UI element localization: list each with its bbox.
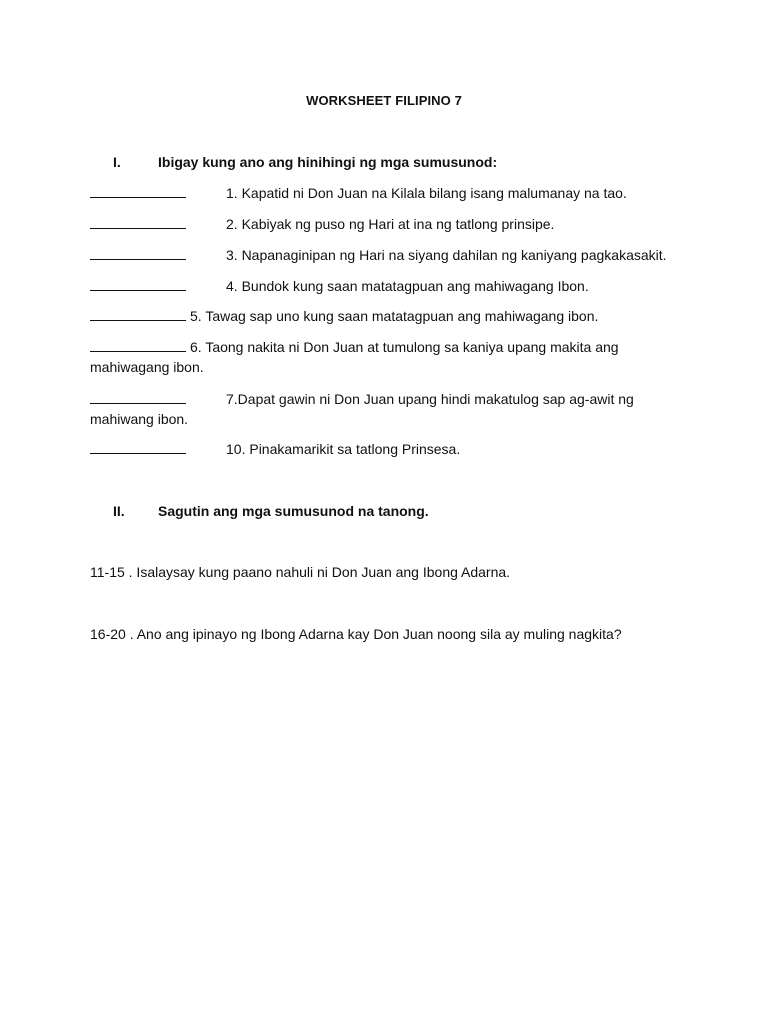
item-5	[90, 306, 690, 326]
item-10	[90, 439, 690, 459]
item-4	[90, 276, 690, 296]
item-text: 1. Kapatid ni Don Juan na Kilala bilang isang malumanay na tao.	[226, 185, 627, 201]
item-3	[90, 245, 690, 265]
item-text-continued: mahiwagang ibon.	[90, 359, 204, 375]
section-2-instruction: Sagutin ang mga sumusunod na tanong.	[158, 503, 429, 519]
answer-blank[interactable]	[90, 337, 186, 352]
section-1-number: I.	[113, 154, 121, 170]
answer-blank[interactable]	[90, 389, 186, 404]
answer-blank[interactable]	[90, 245, 186, 260]
item-text: 5. Tawag sap uno kung saan matatagpuan ang mahiwagang ibon.	[190, 308, 599, 324]
section-2-number: II.	[113, 503, 125, 519]
answer-blank[interactable]	[90, 439, 186, 454]
answer-blank[interactable]	[90, 214, 186, 229]
item-7	[90, 389, 690, 429]
item-text: 6. Taong nakita ni Don Juan at tumulong sa kaniya upang makita ang	[190, 339, 619, 355]
item-text: 7.Dapat gawin ni Don Juan upang hindi makatulog sap ag-awit ng	[226, 391, 634, 407]
question-11-15: 11-15 . Isalaysay kung paano nahuli ni Don Juan ang Ibong Adarna.	[90, 564, 511, 580]
item-text: 10. Pinakamarikit sa tatlong Prinsesa.	[226, 441, 461, 457]
section-2-heading	[113, 503, 429, 519]
item-text-continued: mahiwang ibon.	[90, 411, 189, 427]
answer-blank[interactable]	[90, 306, 186, 321]
item-1	[90, 183, 690, 203]
item-2	[90, 214, 690, 234]
worksheet-title: WORKSHEET FILIPINO 7	[306, 93, 462, 108]
item-text: 4. Bundok kung saan matatagpuan ang mahiwagang Ibon.	[226, 278, 589, 294]
answer-blank[interactable]	[90, 276, 186, 291]
section-1-instruction: Ibigay kung ano ang hinihingi ng mga sumusunod:	[158, 154, 498, 170]
answer-blank[interactable]	[90, 183, 186, 198]
item-text: 2. Kabiyak ng puso ng Hari at ina ng tatlong prinsipe.	[226, 216, 555, 232]
item-6	[90, 337, 690, 377]
section-1-heading	[113, 154, 497, 170]
question-16-20: 16-20 . Ano ang ipinayo ng Ibong Adarna kay Don Juan noong sila ay muling nagkita?	[90, 626, 622, 642]
item-text: 3. Napanaginipan ng Hari na siyang dahilan ng kaniyang pagkakasakit.	[226, 247, 667, 263]
